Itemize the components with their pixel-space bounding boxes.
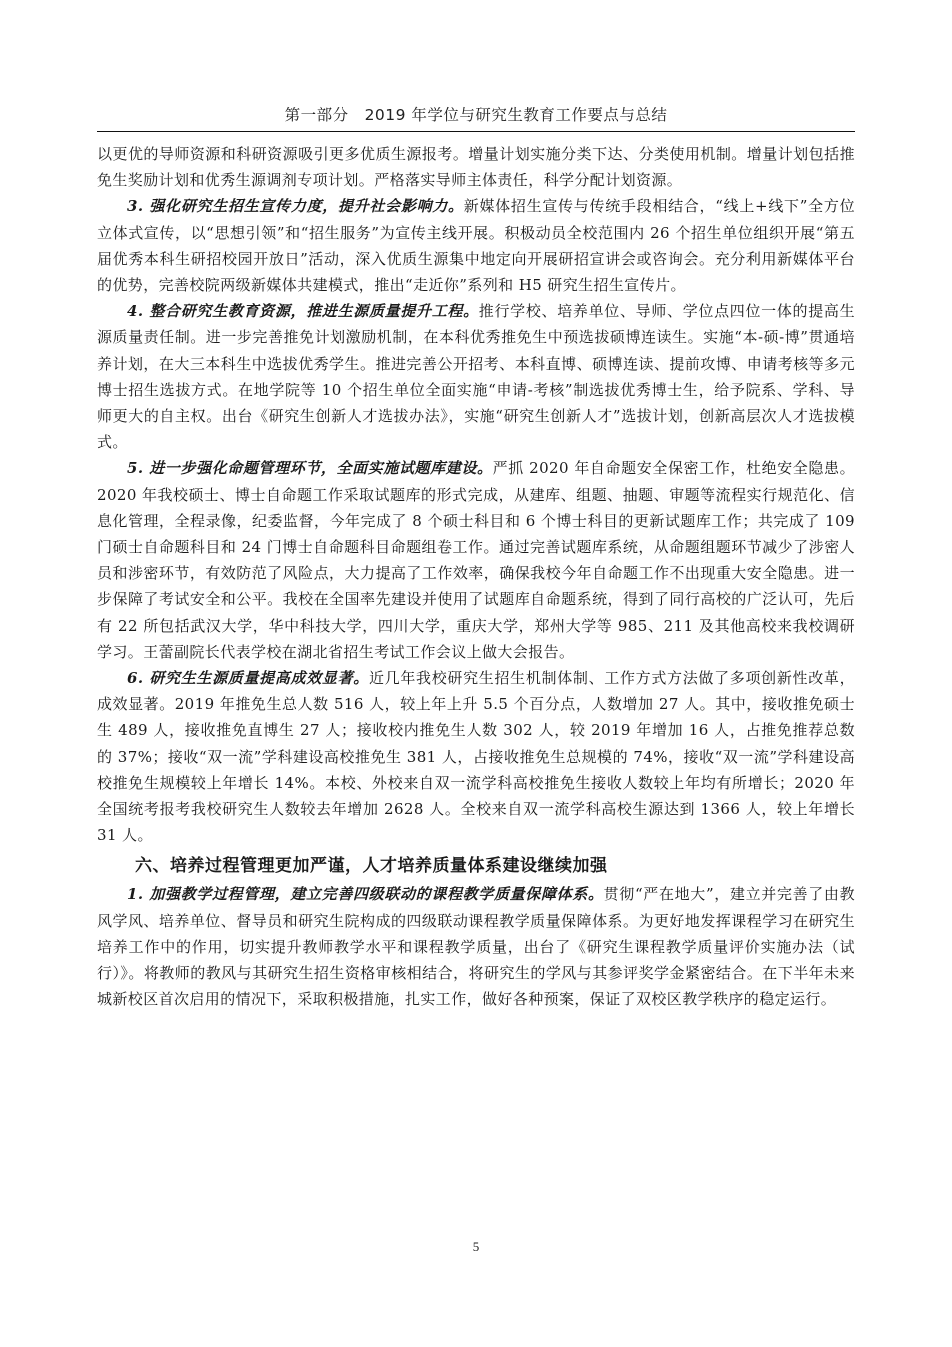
page-number: 5 (472, 1239, 480, 1254)
paragraph-text: 贯彻“严在地大”，建立并完善了由教风学风、培养单位、督导员和研究生院构成的四级联动课程教学质量保障体系。为更好地发挥课程学习在研究生培养工作中的作用，切实提升教师教学水平和课程教学质量，出台了《研究生课程教学质量评价实施办法（试行）》。将教师的教风与其研究生招生资格审核相结合，将研究生的学风与其参评奖学金紧密结合。在下半年未来城新校区首次启用的情况下，采取积极措施，扎实工作，做好各种预案，保证了双校区教学秩序的稳定运行。 (97, 885, 855, 1009)
paragraph-source-quality (97, 665, 855, 848)
paragraph-text: 严抓 2020 年自命题安全保密工作，杜绝安全隐患。2020 年我校硕士、博士自命题工作采取试题库的形式完成，从建库、组题、抽题、审题等流程实行规范化、信息化管理，全程录像，纪委监督，今年完成了 8 个硕士科目和 6 个博士科目的更新试题库工作；共完成了 109 门硕士自命题科目和 24 门博士自命题科目命题组卷工作。通过完善试题库系统，从命题组题环节减少了涉密人员和涉密环节，有效防范了风险点，大力提高了工作效率，确保我校今年自命题工作不出现重大安全隐患。进一步保障了考试安全和公平。我校在全国率先建设并使用了试题库自命题系统，得到了同行高校的广泛认可，先后有 22 所包括武汉大学，华中科技大学，四川大学，重庆大学，郑州大学等 985、211 及其他高校来我校调研学习。王蕾副院长代表学校在湖北省招生考试工作会议上做大会报告。 (97, 459, 855, 661)
paragraph-question-bank (97, 455, 855, 665)
paragraph-lead: 1. 加强教学过程管理，建立完善四级联动的课程教学质量保障体系。 (127, 885, 604, 904)
paragraph-teaching-management (97, 881, 855, 1012)
section-heading: 六、培养过程管理更加严谨，人才培养质量体系建设继续加强 (135, 856, 608, 877)
body-content (97, 141, 855, 1013)
paragraph-resource-integration (97, 298, 855, 455)
paragraph-recruitment-publicity (97, 193, 855, 298)
header-rule (97, 131, 855, 132)
paragraph-text: 近几年我校研究生招生机制体制、工作方式方法做了多项创新性改革，成效显著。2019 年推免生总人数 516 人，较上年上升 5.5 个百分点，人数增加 27 人。其中，接收推免硕士生 489 人，接收推免直博生 27 人；接收校内推免生人数 302 人，较 2019 年增加 16 人，占推免推荐总数的 37%；接收“双一流”学科建设高校推免生 381 人，占接收推免生总规模的 74%，接收“双一流”学科建设高校推免生规模较上年增长 14%。本校、外校来自双一流学科高校推免生接收人数较上年均有所增长；2020 年全国统考报考我校研究生人数较去年增加 2628 人。全校来自双一流学科高校生源达到 1366 人，较上年增长 31 人。 (97, 669, 856, 845)
paragraph-lead: 4. 整合研究生教育资源，推进生源质量提升工程。 (127, 302, 479, 321)
running-header: 第一部分 2019 年学位与研究生教育工作要点与总结 (284, 106, 668, 124)
paragraph-text: 新媒体招生宣传与传统手段相结合，“线上+线下”全方位立体式宣传，以“思想引领”和“招生服务”为宣传主线开展。积极动员全校范围内 26 个招生单位组织开展“第五届优秀本科生研招校园开放日”活动，深入优质生源集中地定向开展研招宣讲会或咨询会。充分利用新媒体平台的优势，完善校院两级新媒体共建模式，推出“走近你”系列和 H5 研究生招生宣传片。 (97, 197, 855, 295)
paragraph-lead: 6. 研究生生源质量提高成效显著。 (127, 669, 369, 688)
paragraph-text: 推行学校、培养单位、导师、学位点四位一体的提高生源质量责任制。进一步完善推免计划激励机制，在本科优秀推免生中预选拔硕博连读生。实施“本-硕-博”贯通培养计划，在大三本科生中选拔优秀学生。推进完善公开招考、本科直博、硕博连读、提前攻博、申请考核等多元博士招生选拔方式。在地学院等 10 个招生单位全面实施“申请-考核”制选拔优秀博士生，给予院系、学科、导师更大的自主权。出台《研究生创新人才选拔办法》，实施“研究生创新人才”选拔计划，创新高层次人才选拔模式。 (97, 302, 855, 452)
paragraph-text: 以更优的导师资源和科研资源吸引更多优质生源报考。增量计划实施分类下达、分类使用机制。增量计划包括推免生奖励计划和优秀生源调剂专项计划。严格落实导师主体责任，科学分配计划资源。 (97, 145, 855, 190)
paragraph-continuation (97, 141, 855, 193)
paragraph-lead: 5. 进一步强化命题管理环节，全面实施试题库建设。 (127, 459, 493, 478)
paragraph-lead: 3. 强化研究生招生宣传力度，提升社会影响力。 (127, 197, 464, 216)
